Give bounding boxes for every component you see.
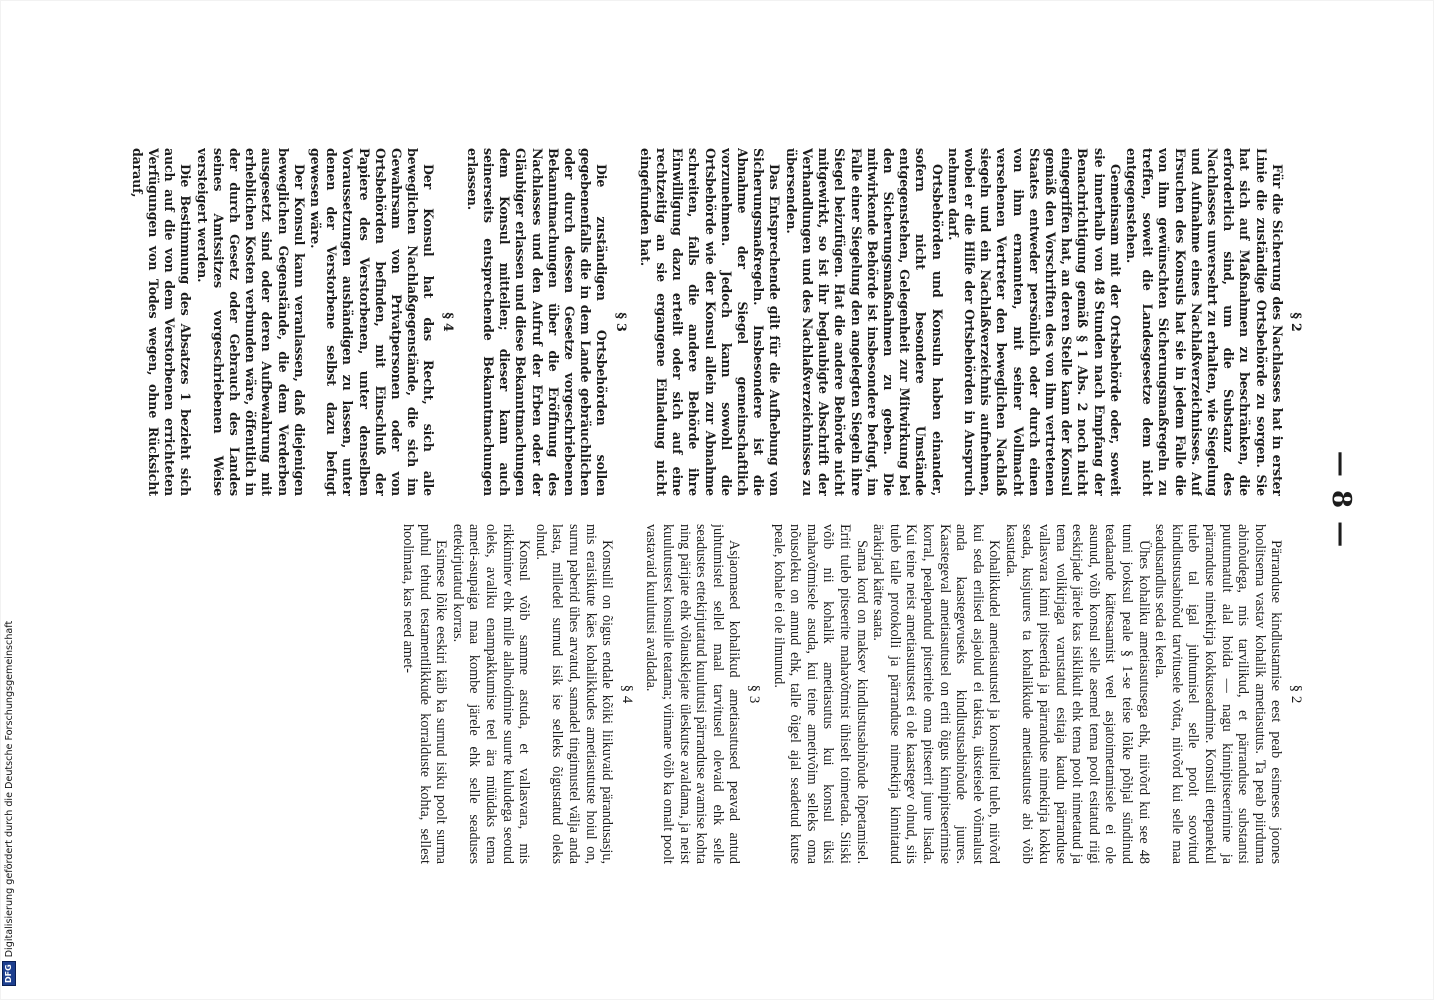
digitization-credit <box>2 606 16 986</box>
german-paragraph: Der Konsul hat das Recht, sich alle beweglichen Nachlaßgegenstände, die sich im Gewahrsam von Privatpersonen oder von Ortsbehörden befinden, mit Einschluß der Papiere des Verstorbenen, unter denselben Voraussetzungen aushändigen zu lassen, unter denen der Verstorbene selbst dazu befugt gewesen wäre. <box>308 148 437 496</box>
estonian-paragraph: Esimese lõike eeskiri käib ka surnud isiku poolt surma puhul tehtud testamentlikkude korralduste kohta, sellest hoolimata, kas need amet- <box>400 524 450 864</box>
german-section-heading: § 3 <box>613 312 629 332</box>
german-paragraph: Für die Sicherung des Nachlasses hat in erster Linie die zuständige Ortsbehörde zu sorgen. Sie hat sich auf Maßnahmen zu beschränken, die erforderlich sind, um die Substanz des Nachlasses unversehrt zu erhalten, wie Siegelung und Aufnahme eines Nachlaßverzeichnisses. Auf Ersuchen des Konsuls hat sie in jedem Falle die von ihm gewünschten Sicherungsmaßregeln zu treffen, soweit die Landesgesetze dem nicht entgegenstehen. <box>1123 148 1285 496</box>
page-number: — 8 — <box>1326 450 1356 550</box>
estonian-column <box>128 524 1308 864</box>
credit-text: Digitalisierung gefördert durch die Deutsche Forschungsgemeinschaft <box>4 620 15 958</box>
estonian-paragraph: Konsul võib samme astuda, et vallasvara, mis rikkiminev ehk mille alalhoidmine suurte kuludega seotud oleks, avaliku enampakkumise teel ära müüdaks tema ameti-asupaiga maa kombe järele ehk selle seaduses ettekirjutatud korras. <box>449 524 533 864</box>
german-section-heading: § 4 <box>440 312 456 332</box>
estonian-section-2 <box>770 524 1304 864</box>
german-column <box>128 148 1308 496</box>
german-section-heading: § 2 <box>1289 312 1304 332</box>
estonian-paragraph: Ühes kohaliku ametiasutusega ehk, niivõrd kui see 48 tunni jooksul peale § 1-se teise lõike põhjal sündinud teadaande kättesaamist veel asjatoimetamisele ei ole asunud, võib konsul selle asemel tema poolt esitatud riigi eeskirjade järele kas isiklikult ehk tema poolt nimetatud ja tema volikirjaga varustatud esitaja kaudu pärranduse vallasvara kinni pitseerida ja pärranduse nimekirja kokku seada, kusjuures ta kohalikkude ametiasutuste abi võib kasutada. <box>1002 524 1152 864</box>
german-paragraph: Die Bestimmung des Absatzes 1 bezieht sich auch auf die von dem Verstorbenen errichteten Verfügungen von Todes wegen, ohne Rücksicht darauf, <box>129 148 194 496</box>
estonian-paragraph: Sama kord on maksev kindlustusabinõude lõpetamisel. Eriti tuleb pitseerite mahavõtmist ühiselt toimetada. Siiski võib nii kohalik ametiasutus kui konsul üksi mahavõtmisele asuda, kui teine ametivõim selleks oma nõusoleku on annud ehk, talle õigel ajal seadetud kutse peale, kohale ei ole ilmunud. <box>770 524 870 864</box>
estonian-section-heading: § 2 <box>1288 684 1304 704</box>
estonian-section-heading: § 3 <box>746 684 762 704</box>
estonian-paragraph: Kohalikkudel ametiasutustel ja konsulitel tuleb, niivõrd kui seda erilised asjaolud ei takista, üksteisele võimalust anda kaastegevuseks kindlustusabinõude juures. Kaastegeval ametiasutusel on eriti õigus kinnipitseerimise korral, pealepandud pitseritele oma pitseerit juure lisada. Kui teine neist ametiasutustest ei ole kaastegev olnud, siis tuleb talle protokolli ja pärranduse nimekirja kinnitatud ärakirjad kätte saata. <box>870 524 1003 864</box>
estonian-paragraph: Pärranduse kindlustamise eest peab esimeses joones hoolitsema vastav kohalik ametiasutus. Ta peab piirduma abinõudega, mis tarvilikud, et pärranduse substantsi puutumatult alal hoida — nagu kinnipitseerimine ja pärranduse nimekirja kokkuseadmine. Konsuli ettepanekul tuleb tal igal juhtumisel selle poolt soovitud kindlustusabinõud tarvitusele võtta, niivõrd kui selle maa seadusandlus seda ei keela. <box>1152 524 1285 864</box>
estonian-section-heading: § 4 <box>618 684 635 704</box>
estonian-section-4 <box>400 524 635 864</box>
german-paragraph: Der Konsul kann veranlassen, daß diejenigen beweglichen Gegenstände, die dem Verderben ausgesetzt sind oder deren Aufbewahrung mit erheblichen Kosten verbunden wäre, öffentlich in der durch Gesetz oder Gebrauch des Landes seines Amtssitzes vorgeschriebenen Weise versteigert werden. <box>194 148 307 496</box>
german-section-2 <box>637 148 1304 496</box>
german-paragraph: Gemeinsam mit der Ortsbehörde oder, soweit sie innerhalb von 48 Stunden nach Empfang der Benachrichtigung gemäß § 1 Abs. 2 noch nicht eingegriffen hat, an deren Stelle kann der Konsul gemäß den Vorschriften des von ihm vertretenen Staates entweder persönlich oder durch einen von ihm ernannten, mit seiner Vollmacht versehenen Vertreter den beweglichen Nachlaß siegeln und ein Nachlaßverzeichnis aufnehmen, wobei er die Hilfe der Ortsbehörden in Anspruch nehmen darf. <box>945 148 1123 496</box>
estonian-paragraph: Asjaomased kohalikud ametiasutused peavad antud juhtumistel sellel maal tarvitusel olevaid ehk selle seadustes ettekirjutatud kuulutusi pärranduse avamise kohta ning pärijate ehk võlausklejate üleskutse avaldama, ja neist kuulutustest konsulile teatama; viimane võib ka omalt poolt vastavaid kuulutusi avaldada. <box>643 524 743 864</box>
german-paragraph: Ortsbehörden und Konsuln haben einander, sofern nicht besondere Umstände entgegenstehen, Gelegenheit zur Mitwirkung bei den Sicherungsmaßnahmen zu geben. Die mitwirkende Behörde ist insbesondere befugt, im Falle einer Siegelung den angelegten Siegeln ihre Siegel beizufügen. Hat die andere Behörde nicht mitgewirkt, so ist ihr beglaubigte Abschrift der Verhandlungen und des Nachlaßverzeichnisses zu übersenden. <box>783 148 945 496</box>
german-paragraph: Das Entsprechende gilt für die Aufhebung von Sicherungsmaßregeln. Insbesondere ist die Abnahme der Siegel gemeinschaftlich vorzunehmen. Jedoch kann sowohl die Ortsbehörde wie der Konsul allein zur Abnahme schreiten, falls die andere Behörde ihre Einwilligung dazu erteilt oder sich auf eine rechtzeitig an sie ergangene Einladung nicht eingefunden hat. <box>637 148 783 496</box>
estonian-paragraph: Konsulil on õigus endale kõiki liikuvaid pärandusasju, mis eraisikute käes kohalikkudes ametiasutuste hoiul on, surnu paberid ühes arvatud, samadel tingimustel välja anda lasta, milledel surnud isik ise selleks õigustatud oleks olnud. <box>532 524 616 864</box>
estonian-section-3 <box>643 524 762 864</box>
german-paragraph: Die zuständigen Ortsbehörden sollen gegebenenfalls die in dem Lande gebräuchlichen oder durch dessen Gesetze vorgeschriebenen Bekanntmachungen über die Eröffnung des Nachlasses und den Aufruf der Erben oder der Gläubiger erlassen und diese Bekanntmachungen dem Konsul mitteilen; dieser kann auch seinerseits entsprechende Bekanntmachungen erlassen. <box>464 148 610 496</box>
german-section-3 <box>464 148 629 496</box>
dfg-logo-icon: DFG <box>2 961 16 986</box>
german-section-4 <box>129 148 456 496</box>
